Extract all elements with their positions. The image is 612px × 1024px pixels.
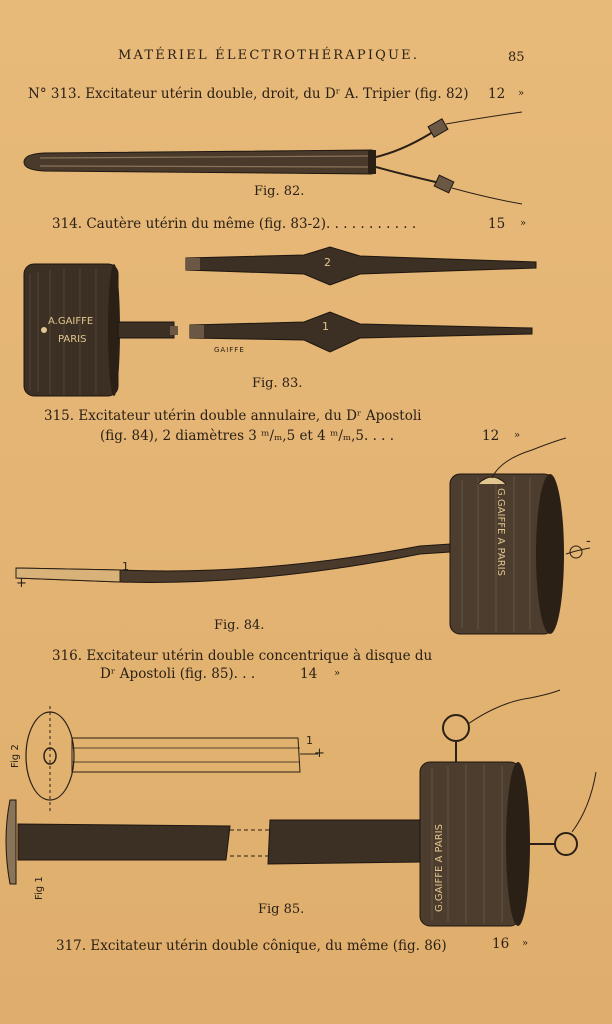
figure-84-caption: Fig. 84. — [214, 618, 265, 633]
entry-316-line2: Dʳ Apostoli (fig. 85). . . — [100, 666, 256, 682]
entry-315-sep: » — [514, 430, 521, 441]
entry-315-line2: (fig. 84), 2 diamètres 3 ᵐ/ₘ,5 et 4 ᵐ/ₘ,5. . . . — [100, 428, 395, 444]
fig84-minus: - — [586, 534, 591, 549]
fig83-maker-line2: PARIS — [58, 334, 87, 345]
fig83-label-2: 2 — [324, 256, 331, 269]
fig84-label-1: 1 — [122, 560, 129, 573]
entry-315-price: 12 — [482, 428, 500, 444]
figure-85-caption: Fig 85. — [258, 902, 305, 917]
fig85-fig2-label: Fig 2 — [10, 744, 21, 768]
entry-316-sep: » — [334, 668, 341, 679]
fig83-label-1: 1 — [322, 320, 329, 333]
entry-317-price: 16 — [492, 936, 510, 952]
entry-315-line1: 315. Excitateur utérin double annulaire, du Dʳ Apostoli — [44, 408, 422, 424]
page-number: 85 — [508, 50, 525, 65]
entry-314-price: 15 — [488, 216, 506, 232]
entry-317-sep: » — [522, 938, 529, 949]
entry-313-price: 12 — [488, 86, 506, 102]
entry-314: 314. Cautère utérin du même (fig. 83-2). . . . . . . . . . . — [52, 216, 417, 232]
entry-313-sep: » — [518, 88, 525, 99]
fig85-fig1-label: Fig 1 — [34, 876, 45, 900]
running-header: MATÉRIEL ÉLECTROTHÉRAPIQUE. — [118, 48, 420, 63]
entry-314-sep: » — [520, 218, 527, 229]
fig83-maker-line1: A.GAIFFE — [48, 316, 94, 327]
entry-316-line1: 316. Excitateur utérin double concentrique à disque du — [52, 648, 433, 664]
entry-313: N° 313. Excitateur utérin double, droit, du Dʳ A. Tripier (fig. 82) — [28, 86, 469, 102]
fig85-plus: + — [314, 746, 325, 761]
figure-82-caption: Fig. 82. — [254, 184, 305, 199]
fig84-plus: + — [16, 576, 27, 591]
entry-316-price: 14 — [300, 666, 318, 682]
fig85-label-1: 1 — [306, 734, 313, 747]
fig85-maker: G.GAIFFE A PARIS — [434, 824, 445, 912]
entry-317: 317. Excitateur utérin double cônique, du même (fig. 86) — [56, 938, 447, 954]
figure-83-caption: Fig. 83. — [252, 376, 303, 391]
fig83-maker-small: GAIFFE — [214, 346, 245, 354]
fig84-maker: G.GAIFFE A PARIS — [495, 488, 506, 576]
